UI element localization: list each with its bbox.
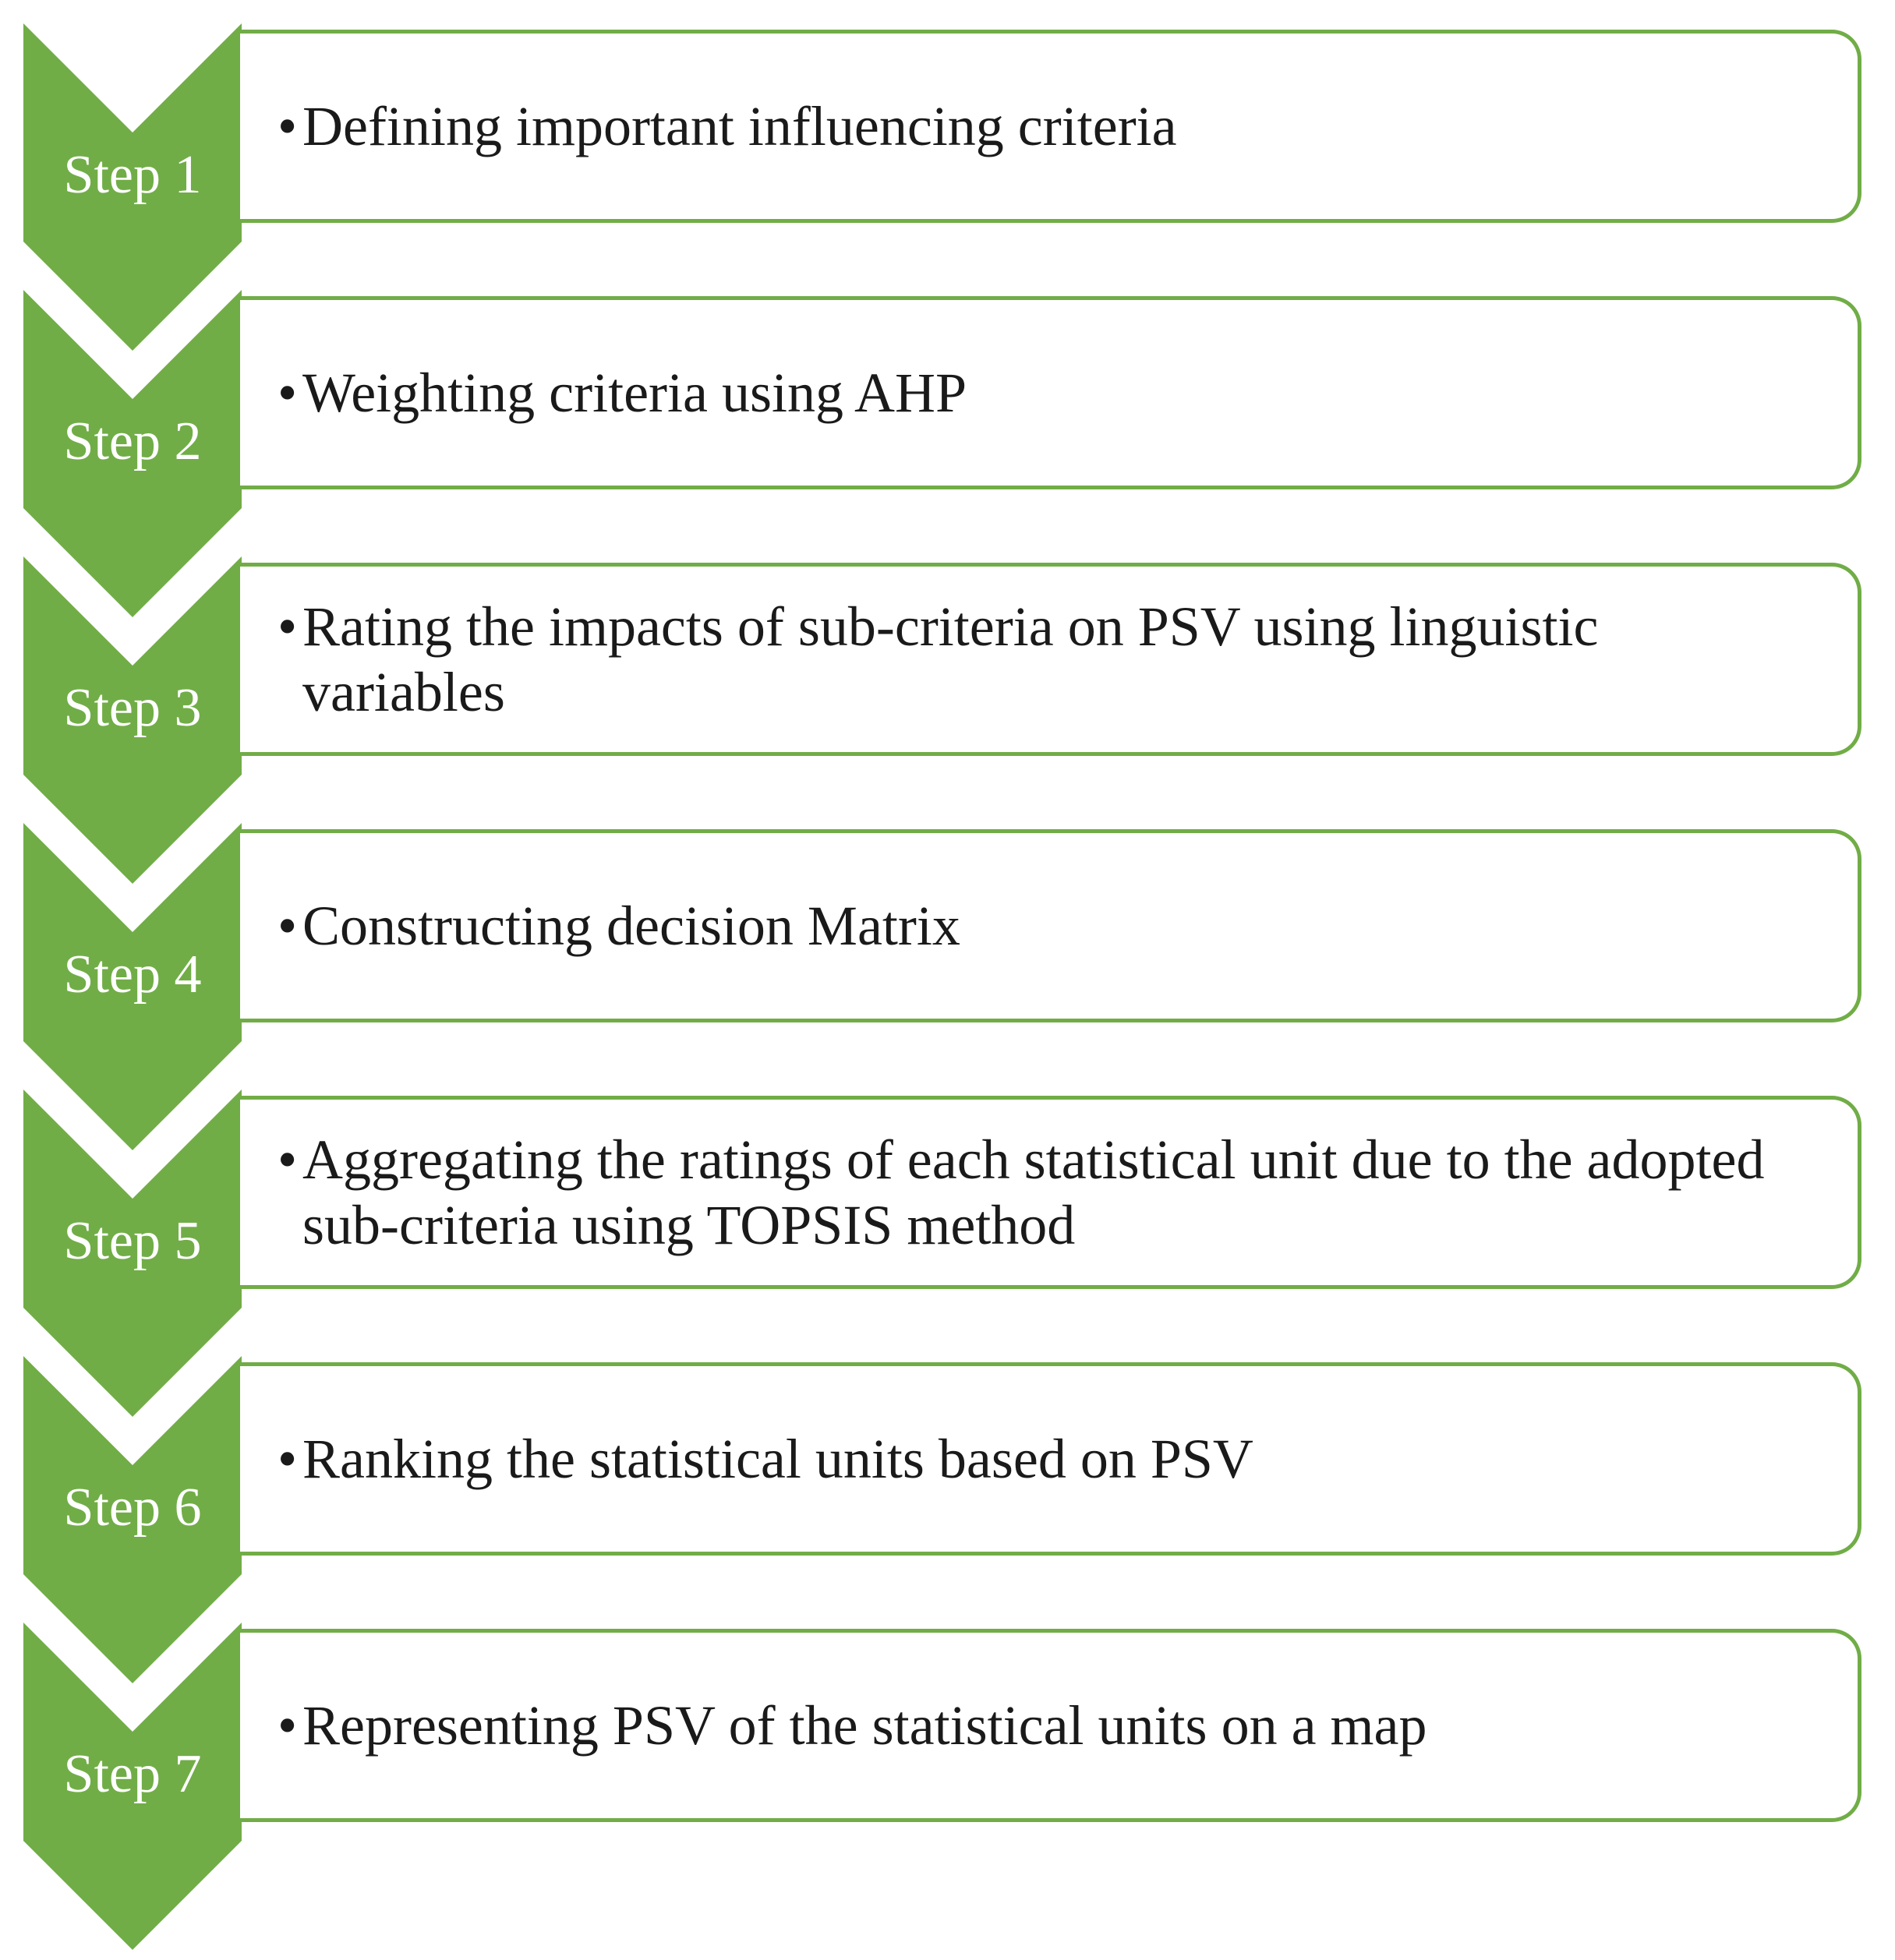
step-7-text: Representing PSV of the statistical units on a map bbox=[302, 1694, 1427, 1757]
step-5-text: Aggregating the ratings of each statistical unit due to the adopted sub-criteria using TOPSIS method bbox=[302, 1128, 1765, 1256]
step-3-description bbox=[278, 594, 1811, 725]
step-5-box bbox=[240, 1096, 1861, 1289]
step-6-text: Ranking the statistical units based on PSV bbox=[302, 1428, 1253, 1490]
step-3-text: Rating the impacts of sub-criteria on PSV using linguistic variables bbox=[302, 595, 1599, 723]
step-4-bullet: • bbox=[278, 895, 298, 957]
step-3-label: Step 3 bbox=[63, 678, 202, 738]
step-4-text: Constructing decision Matrix bbox=[302, 895, 960, 957]
step-6-bullet: • bbox=[278, 1428, 298, 1490]
step-7-description bbox=[278, 1693, 1427, 1758]
step-1-bullet: • bbox=[278, 95, 298, 157]
step-6-description bbox=[278, 1426, 1253, 1492]
step-7-label: Step 7 bbox=[63, 1744, 202, 1804]
step-1-label: Step 1 bbox=[63, 145, 202, 205]
step-1-text: Defining important influencing criteria bbox=[302, 95, 1177, 157]
step-7-bullet: • bbox=[278, 1694, 298, 1757]
step-6-label: Step 6 bbox=[63, 1478, 202, 1538]
step-4-label: Step 4 bbox=[63, 945, 202, 1005]
step-4-description bbox=[278, 893, 960, 959]
step-2-label: Step 2 bbox=[63, 411, 202, 471]
step-5-bullet: • bbox=[278, 1128, 298, 1191]
step-3-box bbox=[240, 563, 1861, 756]
step-1-box bbox=[240, 30, 1861, 223]
step-2-description bbox=[278, 360, 967, 426]
step-7-box bbox=[240, 1629, 1861, 1822]
step-2-box bbox=[240, 296, 1861, 489]
step-2-bullet: • bbox=[278, 362, 298, 424]
step-7 bbox=[0, 1623, 1895, 1950]
step-5-description bbox=[278, 1127, 1811, 1258]
step-5-label: Step 5 bbox=[63, 1211, 202, 1271]
step-1-description bbox=[278, 94, 1177, 159]
step-6-box bbox=[240, 1362, 1861, 1556]
step-2-text: Weighting criteria using AHP bbox=[302, 362, 967, 424]
step-3-bullet: • bbox=[278, 595, 298, 658]
step-4-box bbox=[240, 829, 1861, 1022]
